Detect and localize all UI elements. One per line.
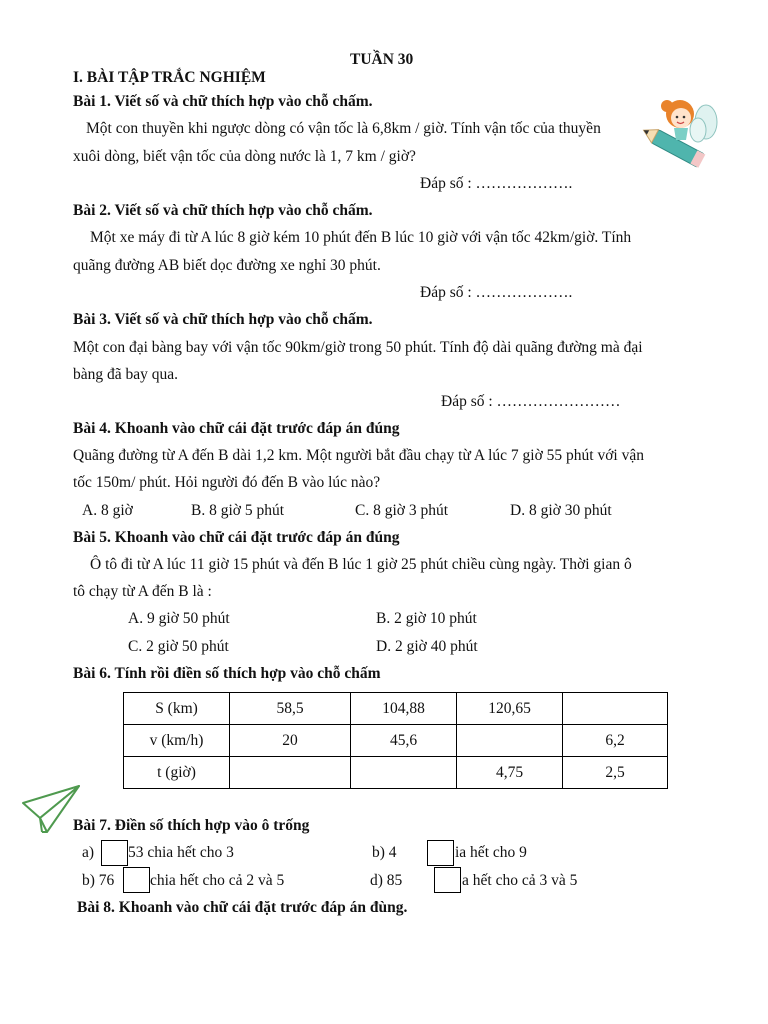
bai2-heading: Bài 2. Viết số và chữ thích hợp vào chỗ chấm. — [73, 202, 373, 219]
table-cell-blank[interactable] — [457, 725, 563, 757]
table-cell: v (km/h) — [124, 725, 230, 757]
answer-box-a[interactable] — [101, 840, 128, 866]
table-cell: S (km) — [124, 693, 230, 725]
bai6-heading: Bài 6. Tính rồi điền số thích hợp vào chỗ chấm — [73, 665, 381, 682]
bai1-line1: Một con thuyền khi ngược dòng có vận tốc là 6,8km / giờ. Tính vận tốc của thuyền — [86, 120, 601, 137]
bai7-c-suffix: chia hết cho cả 2 và 5 — [150, 872, 285, 889]
bai5-heading: Bài 5. Khoanh vào chữ cái đặt trước đáp án đúng — [73, 529, 400, 546]
table-cell: 6,2 — [563, 725, 668, 757]
bai7-c-prefix: b) 76 — [82, 872, 115, 889]
bai7-d-suffix: a hết cho cả 3 và 5 — [462, 872, 578, 889]
bai2-line1: Một xe máy đi từ A lúc 8 giờ kém 10 phút đến B lúc 10 giờ với vận tốc 42km/giờ. Tính — [90, 229, 632, 246]
bai1-answer: Đáp số : ………………. — [420, 175, 573, 192]
bai3-line2: bàng đã bay qua. — [73, 366, 179, 383]
table-cell: 104,88 — [351, 693, 457, 725]
bai7-heading: Bài 7. Điền số thích hợp vào ô trống — [73, 817, 310, 834]
table-row-speed — [124, 725, 668, 757]
table-cell: 2,5 — [563, 757, 668, 789]
table-cell: 120,65 — [457, 693, 563, 725]
table-cell: 45,6 — [351, 725, 457, 757]
bai4-option-a[interactable]: A. 8 giờ — [82, 502, 133, 519]
bai5-line1: Ô tô đi từ A lúc 11 giờ 15 phút và đến B lúc 1 giờ 25 phút chiều cùng ngày. Thời gian ô — [90, 556, 632, 573]
table-cell: 58,5 — [230, 693, 351, 725]
bai3-line1: Một con đại bàng bay với vận tốc 90km/giờ trong 50 phút. Tính độ dài quãng đường mà đại — [73, 339, 643, 356]
bai7-b-suffix: ia hết cho 9 — [455, 844, 527, 861]
bai5-option-a[interactable]: A. 9 giờ 50 phút — [128, 610, 230, 627]
table-cell: t (giờ) — [124, 757, 230, 789]
bai7-b-prefix: b) 4 — [372, 844, 397, 861]
bai4-line1: Quãng đường từ A đến B dài 1,2 km. Một người bắt đầu chạy từ A lúc 7 giờ 55 phút với vận — [73, 447, 644, 464]
bai4-heading: Bài 4. Khoanh vào chữ cái đặt trước đáp án đúng — [73, 420, 400, 437]
bai3-heading: Bài 3. Viết số và chữ thích hợp vào chỗ chấm. — [73, 311, 373, 328]
answer-box-b[interactable] — [427, 840, 454, 866]
answer-box-c[interactable] — [123, 867, 150, 893]
bai7-a-suffix: 53 chia hết cho 3 — [128, 844, 234, 861]
bai5-option-b[interactable]: B. 2 giờ 10 phút — [376, 610, 477, 627]
bai8-heading: Bài 8. Khoanh vào chữ cái đặt trước đáp án đùng. — [77, 899, 408, 916]
bai1-heading: Bài 1. Viết số và chữ thích hợp vào chỗ chấm. — [73, 93, 373, 110]
bai7-a-prefix: a) — [82, 844, 95, 861]
bai3-answer: Đáp số : …………………… — [441, 393, 621, 410]
section-heading: I. BÀI TẬP TRẮC NGHIỆM — [73, 69, 266, 86]
page-title: TUẦN 30 — [350, 51, 414, 68]
fairy-pencil-icon — [636, 96, 722, 174]
bai4-option-d[interactable]: D. 8 giờ 30 phút — [510, 502, 612, 519]
bai7-d-prefix: d) 85 — [370, 872, 403, 889]
table-row-time — [124, 757, 668, 789]
bai5-option-c[interactable]: C. 2 giờ 50 phút — [128, 638, 229, 655]
table-cell-blank[interactable] — [351, 757, 457, 789]
bai4-option-b[interactable]: B. 8 giờ 5 phút — [191, 502, 285, 519]
bai1-line2: xuôi dòng, biết vận tốc của dòng nước là 1, 7 km / giờ? — [73, 148, 416, 165]
answer-box-d[interactable] — [434, 867, 461, 893]
table-cell: 4,75 — [457, 757, 563, 789]
bai4-option-c[interactable]: C. 8 giờ 3 phút — [355, 502, 449, 519]
bai6-table — [123, 692, 668, 789]
table-cell: 20 — [230, 725, 351, 757]
table-row-distance — [124, 693, 668, 725]
bai2-answer: Đáp số : ………………. — [420, 284, 573, 301]
bai4-line2: tốc 150m/ phút. Hỏi người đó đến B vào lúc nào? — [73, 474, 381, 491]
bai5-option-d[interactable]: D. 2 giờ 40 phút — [376, 638, 478, 655]
table-cell-blank[interactable] — [563, 693, 668, 725]
table-cell-blank[interactable] — [230, 757, 351, 789]
bai2-line2: quãng đường AB biết dọc đường xe nghỉ 30 phút. — [73, 257, 381, 274]
bai5-line2: tô chạy từ A đến B là : — [73, 583, 212, 600]
